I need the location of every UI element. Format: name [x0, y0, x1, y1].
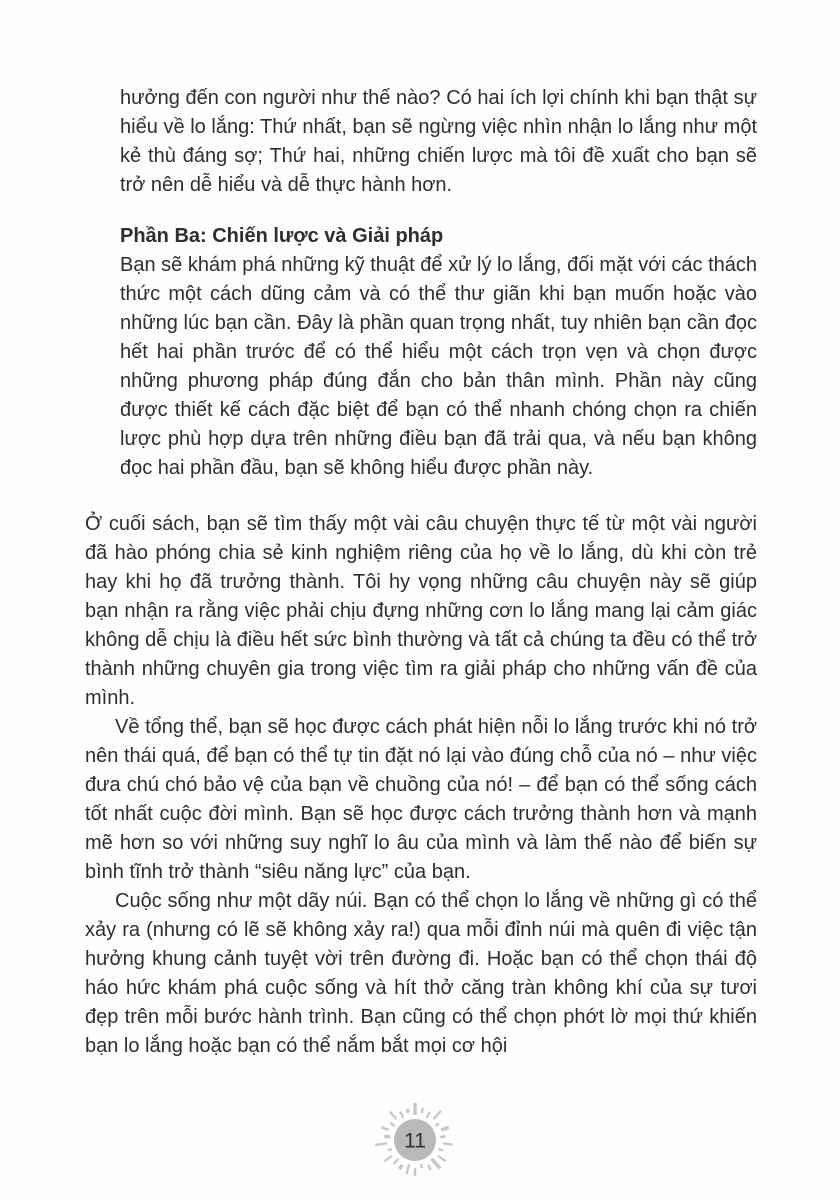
body-paragraph-2: Về tổng thể, bạn sẽ học được cách phát hiện nỗi lo lắng trước khi nó trở nên thái quá, để bạn có thể tự tin đặt nó lại vào đúng chỗ của nó – như việc đưa chú chó bảo vệ của bạn về chuồng của nó! – để bạn có thể sống cách tốt nhất cuộc đời mình. Bạn sẽ học được cách trưởng thành hơn và mạnh mẽ hơn so với những suy nghĩ lo âu của mình và làm thế nào để biến sự bình tĩnh trở thành “siêu năng lực” của bạn. — [85, 716, 757, 883]
body-paragraph-1: Ở cuối sách, bạn sẽ tìm thấy một vài câu chuyện thực tế từ một vài người đã hào phóng chia sẻ kinh nghiệm riêng của họ về lo lắng, dù khi còn trẻ hay khi họ đã trưởng thành. Tôi hy vọng những câu chuyện này sẽ giúp bạn nhận ra rằng việc phải chịu đựng những cơn lo lắng mang lại cảm giác không dễ chịu là điều hết sức bình thường và tất cả chúng ta đều có thể trở thành những chuyên gia trong việc tìm ra giải pháp cho những vấn đề của mình. — [85, 513, 757, 709]
section-heading: Phần Ba: Chiến lược và Giải pháp — [120, 225, 444, 247]
intro-continuation-paragraph: hưởng đến con người như thế nào? Có hai ích lợi chính khi bạn thật sự hiểu về lo lắng: Thứ nhất, bạn sẽ ngừng việc nhìn nhận lo lắng như một kẻ thù đáng sợ; Thứ hai, những chiến lược mà tôi đề xuất cho bạn sẽ trở nên dễ hiểu và dễ thực hành hơn. — [120, 87, 757, 196]
section-body-paragraph: Bạn sẽ khám phá những kỹ thuật để xử lý lo lắng, đối mặt với các thách thức một cách dũng cảm và có thể thư giãn khi bạn muốn hoặc vào những lúc bạn cần. Đây là phần quan trọng nhất, tuy nhiên bạn cần đọc hết hai phần trước để có thể hiểu một cách trọn vẹn và chọn được những phương pháp đúng đắn cho bản thân mình. Phần này cũng được thiết kế cách đặc biệt để bạn có thể nhanh chóng chọn ra chiến lược phù hợp dựa trên những điều bạn đã trải qua, và nếu bạn không đọc hai phần đầu, bạn sẽ không hiểu được phần này. — [120, 254, 757, 479]
page-text-content — [85, 84, 757, 1061]
sun-icon — [370, 1095, 460, 1185]
book-overview-section — [120, 84, 757, 483]
page-number: 11 — [404, 1129, 426, 1153]
body-paragraph-3: Cuộc sống như một dãy núi. Bạn có thể chọn lo lắng về những gì có thể xảy ra (nhưng có lẽ sẽ không xảy ra!) qua mỗi đỉnh núi mà quên đi việc tận hưởng khung cảnh tuyệt vời trên đường đi. Hoặc bạn có thể chọn thái độ háo hức khám phá cuộc sống và hít thở căng tràn không khí của sự tươi đẹp trên mỗi bước hành trình. Bạn cũng có thể chọn phớt lờ mọi thứ khiến bạn lo lắng hoặc bạn có thể nắm bắt mọi cơ hội — [85, 890, 757, 1057]
page-number-ornament — [370, 1095, 460, 1185]
